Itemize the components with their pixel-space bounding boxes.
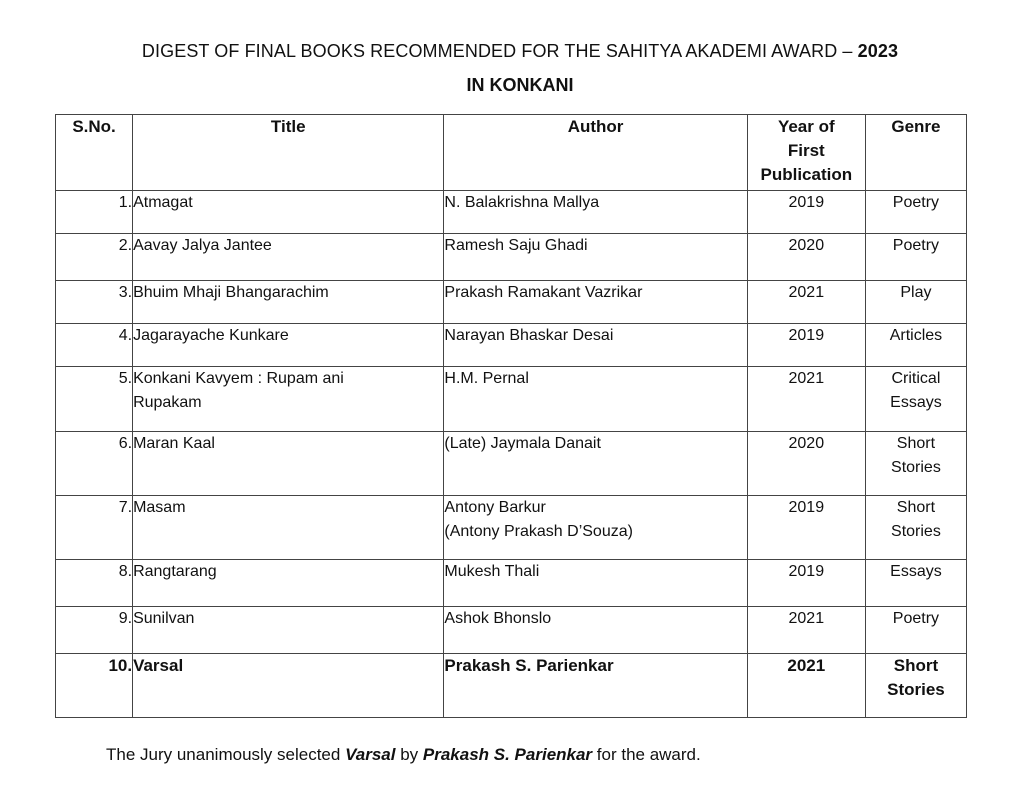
cell-title-line1: Konkani Kavyem : Rupam ani xyxy=(133,370,344,387)
cell-title: Sunilvan xyxy=(133,607,444,654)
cell-title: Atmagat xyxy=(133,191,444,234)
cell-year: 2021 xyxy=(747,654,865,718)
cell-genre xyxy=(865,367,966,432)
cell-author: Prakash S. Parienkar xyxy=(444,654,747,718)
cell-genre xyxy=(865,654,966,718)
table-row xyxy=(56,367,967,432)
cell-sno: 7. xyxy=(56,496,133,560)
cell-title: Aavay Jalya Jantee xyxy=(133,234,444,281)
cell-sno: 8. xyxy=(56,560,133,607)
cell-title xyxy=(133,367,444,432)
document-title xyxy=(0,41,1024,62)
jury-statement xyxy=(106,745,701,765)
cell-sno: 4. xyxy=(56,324,133,367)
col-header-author: Author xyxy=(444,115,747,191)
col-header-year-line2: First xyxy=(787,141,825,160)
table-row xyxy=(56,496,967,560)
col-header-sno: S.No. xyxy=(56,115,133,191)
table-row xyxy=(56,324,967,367)
cell-genre: Play xyxy=(865,281,966,324)
table-header-row xyxy=(56,115,967,191)
cell-sno: 10. xyxy=(56,654,133,718)
cell-genre-line1: Short xyxy=(896,499,936,516)
table-row xyxy=(56,560,967,607)
cell-title: Rangtarang xyxy=(133,560,444,607)
table-row xyxy=(56,607,967,654)
cell-sno: 1. xyxy=(56,191,133,234)
winning-author: Prakash S. Parienkar xyxy=(422,745,593,764)
table-row xyxy=(56,432,967,496)
award-year: 2023 xyxy=(857,41,899,61)
cell-genre: Articles xyxy=(865,324,966,367)
cell-genre-line2: Stories xyxy=(891,459,941,476)
cell-author: H.M. Pernal xyxy=(444,367,747,432)
cell-title-line2: Rupakam xyxy=(133,394,202,411)
cell-author: (Late) Jaymala Danait xyxy=(444,432,747,496)
cell-genre-line2: Essays xyxy=(890,394,942,411)
cell-sno: 6. xyxy=(56,432,133,496)
cell-sno: 2. xyxy=(56,234,133,281)
cell-author: Prakash Ramakant Vazrikar xyxy=(444,281,747,324)
cell-genre: Essays xyxy=(865,560,966,607)
cell-year: 2021 xyxy=(747,607,865,654)
cell-author-line2: (Antony Prakash D’Souza) xyxy=(444,523,633,540)
cell-genre-line2: Stories xyxy=(887,680,945,699)
cell-genre xyxy=(865,496,966,560)
cell-author: N. Balakrishna Mallya xyxy=(444,191,747,234)
col-header-genre: Genre xyxy=(865,115,966,191)
table-row xyxy=(56,191,967,234)
cell-year: 2020 xyxy=(747,234,865,281)
cell-sno: 3. xyxy=(56,281,133,324)
col-header-year xyxy=(747,115,865,191)
cell-genre: Poetry xyxy=(865,607,966,654)
cell-year: 2021 xyxy=(747,281,865,324)
cell-genre: Poetry xyxy=(865,234,966,281)
col-header-year-line3: Publication xyxy=(760,165,853,184)
cell-author-line1: Antony Barkur xyxy=(444,499,546,516)
cell-title: Masam xyxy=(133,496,444,560)
cell-genre xyxy=(865,432,966,496)
cell-title: Maran Kaal xyxy=(133,432,444,496)
footer-text-1: The Jury unanimously selected xyxy=(106,745,346,764)
books-table xyxy=(55,114,967,718)
cell-genre-line1: Short xyxy=(896,435,936,452)
cell-genre: Poetry xyxy=(865,191,966,234)
cell-genre-line1: Short xyxy=(893,656,939,675)
col-header-year-line1: Year of xyxy=(777,117,835,136)
cell-year: 2019 xyxy=(747,324,865,367)
cell-year: 2019 xyxy=(747,496,865,560)
cell-sno: 5. xyxy=(56,367,133,432)
cell-year: 2020 xyxy=(747,432,865,496)
document-title-text: DIGEST OF FINAL BOOKS RECOMMENDED FOR THE SAHITYA AKADEMI AWARD – xyxy=(141,41,858,61)
cell-author: Ashok Bhonslo xyxy=(444,607,747,654)
footer-text-2: by xyxy=(395,745,423,764)
table-row xyxy=(56,654,967,718)
cell-title: Bhuim Mhaji Bhangarachim xyxy=(133,281,444,324)
cell-title: Varsal xyxy=(133,654,444,718)
document-subtitle: IN KONKANI xyxy=(466,75,574,95)
cell-title: Jagarayache Kunkare xyxy=(133,324,444,367)
footer-text-3: for the award. xyxy=(592,745,701,764)
winning-book: Varsal xyxy=(345,745,396,764)
cell-year: 2019 xyxy=(747,560,865,607)
cell-year: 2021 xyxy=(747,367,865,432)
cell-author: Ramesh Saju Ghadi xyxy=(444,234,747,281)
col-header-title: Title xyxy=(133,115,444,191)
cell-sno: 9. xyxy=(56,607,133,654)
cell-author xyxy=(444,496,747,560)
cell-genre-line1: Critical xyxy=(891,370,941,387)
cell-author: Mukesh Thali xyxy=(444,560,747,607)
table-row xyxy=(56,281,967,324)
cell-author: Narayan Bhaskar Desai xyxy=(444,324,747,367)
cell-genre-line2: Stories xyxy=(891,523,941,540)
cell-year: 2019 xyxy=(747,191,865,234)
table-row xyxy=(56,234,967,281)
